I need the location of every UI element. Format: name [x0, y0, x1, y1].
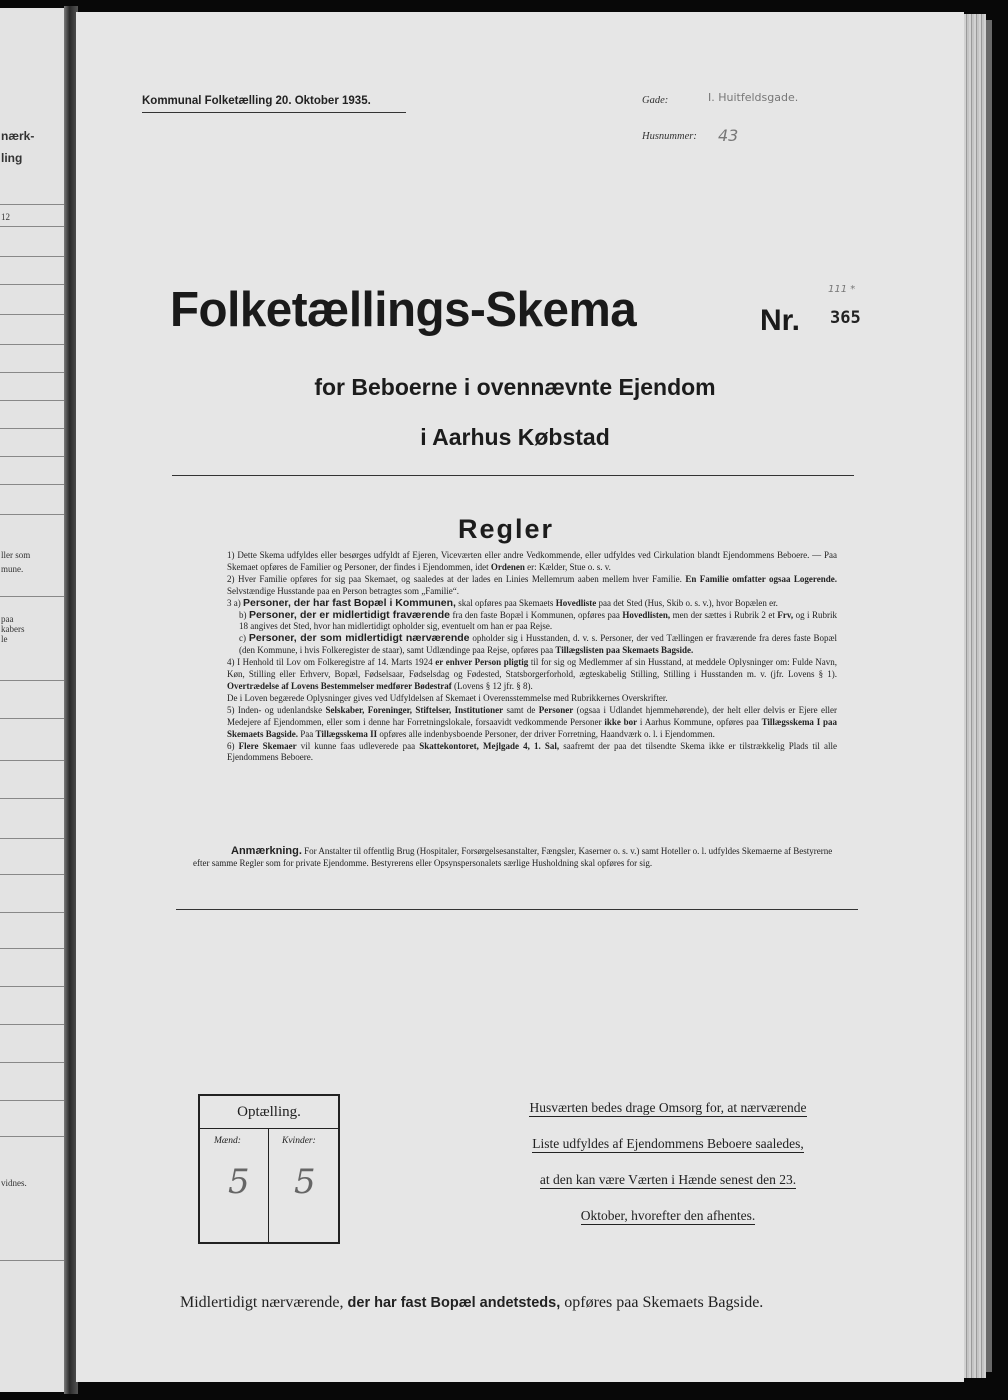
left-rule — [0, 596, 66, 597]
rule-text: men der sættes i Rubrik 2 et — [672, 609, 775, 620]
rule-text: skal opføres paa Skemaets — [458, 597, 554, 608]
header-underline — [142, 112, 406, 113]
gade-value: I. Huitfeldsgade. — [708, 91, 799, 104]
rule-number: b) — [239, 609, 247, 620]
rule-6 — [191, 741, 837, 765]
optaelling-title: Optælling. — [237, 1104, 301, 1120]
left-fragment-text: 12 — [1, 212, 10, 222]
rule-bold: Skattekontoret, Mejlgade 4, 1. Sal, — [419, 740, 560, 751]
kvinder-count: 5 — [294, 1162, 316, 1202]
rule-4 — [191, 657, 837, 693]
rule-3b — [191, 610, 837, 634]
nr-handwritten: 111 * — [828, 284, 856, 295]
rule-text: 1) Dette Skema udfyldes eller besørges udfyldt af Ejeren, Viceværten eller andre Vedkommende, eller udfyldes ved Cirkulation blandt Ejendommens Beboere. — Paa Skemaet opføres de Familier og Personer, der findes i Ejendommen, idet — [227, 550, 837, 572]
rule-text: i Aarhus Kommune, opføres paa — [639, 716, 759, 727]
census-header-line: Kommunal Folketælling 20. Oktober 1935. — [142, 95, 371, 107]
rule-text: 5) Inden- og udenlandske — [227, 704, 323, 715]
rule-2 — [191, 574, 837, 598]
rule-text: 2) Hver Familie opføres for sig paa Skemaet, og saaledes at der lades en Linies Mellemrum aaben mellem hver Familie. — [227, 573, 682, 584]
rule-number: c) — [239, 633, 246, 644]
left-fragment-text: le — [1, 634, 8, 644]
left-rule — [0, 1062, 66, 1063]
left-rule — [0, 428, 66, 429]
left-rule — [0, 226, 66, 227]
gade-label: Gade: — [642, 95, 669, 106]
husvaert-line2 — [498, 1136, 838, 1152]
rule-text: 4) I Henhold til Lov om Folkeregistre af 14. Marts 1924 — [227, 657, 433, 668]
left-fragment-text: ller som — [1, 550, 31, 560]
rule-text: Paa — [300, 728, 314, 739]
husvaert-text: Liste udfyldes af Ejendommens Beboere saaledes, — [532, 1136, 804, 1151]
rule-bold: Tillægsskema I paa Skemaets Bagside. — [227, 716, 838, 739]
form-title: Folketællings-Skema — [170, 283, 637, 337]
anmaerkning-note — [193, 846, 833, 869]
subtitle-line2: i Aarhus Købstad — [420, 424, 610, 450]
kvinder-label: Kvinder: — [282, 1136, 316, 1146]
left-rule — [0, 912, 66, 913]
subtitle-line1: for Beboerne i ovennævnte Ejendom — [314, 374, 716, 400]
page-stack-shadow — [986, 20, 992, 1372]
husnummer-value: 43 — [718, 126, 739, 145]
husvaert-line1 — [498, 1100, 838, 1116]
rule-bold: ikke bor — [604, 716, 638, 727]
left-fragment-text: mune. — [1, 564, 24, 574]
rule-text: er: Kælder, Stue o. s. v. — [527, 561, 611, 572]
rule-bold: Hovedliste — [555, 597, 597, 608]
rule-bold: Tillægsskema II — [315, 728, 378, 739]
left-fragment-text: paa — [1, 614, 14, 624]
rule-1 — [191, 550, 837, 574]
maend-count: 5 — [228, 1162, 250, 1202]
rule-bold: Hovedlisten, — [622, 609, 671, 620]
rule-bold: Tillægslisten paa Skemaets Bagside. — [555, 645, 694, 656]
rule-bold: Personer, der har fast Bopæl i Kommunen, — [243, 596, 456, 609]
box-column-divider — [268, 1129, 269, 1242]
left-fragment-text: vidnes. — [1, 1178, 27, 1188]
left-fragment-text: kabers — [1, 624, 25, 634]
rule-text: fra den faste Bopæl i Kommunen, opføres paa — [452, 609, 620, 620]
anmaerkning-label: Anmærkning. — [231, 845, 302, 857]
rule-text: De i Loven begærede Oplysninger gives ved Udfyldelsen af Skemaet i Overensstemmelse med Rubrikkernes Overskrifter. — [227, 692, 668, 703]
rule-text: opføres alle indenbysboende Personer, der driver Forretning, Haandværk o. l. i Ejendommen. — [379, 728, 715, 739]
rule-4b — [191, 693, 837, 705]
footer-text: Midlertidigt nærværende, — [180, 1294, 344, 1311]
left-rule — [0, 718, 66, 719]
rule-bold: Overtrædelse af Lovens Bestemmelser medfører Bødestraf — [227, 680, 452, 691]
left-rule — [0, 456, 66, 457]
husnummer-label: Husnummer: — [642, 131, 697, 142]
rule-text: Selvstændige Husstande paa en Person betragtes som „Familie“. — [227, 585, 459, 596]
rule-text: og i Rubrik 18 angives det Sted, hvor han midlertidigt opholder sig, eventuelt om han er paa Rejse. — [239, 609, 838, 632]
footer-note — [180, 1294, 860, 1312]
left-rule — [0, 838, 66, 839]
left-rule — [0, 1136, 66, 1137]
rules-block — [191, 550, 837, 764]
anmaerkning-text: For Anstalter til offentlig Brug (Hospitaler, Forsørgelsesanstalter, Fængsler, Kaserner o. s. v.) samt Hoteller o. l. udfyldes Skemaerne af Bestyrerne efter samme Regler som for private Ejendomme. Bestyrerens eller Opsynspersonalets særlige Husholdning skal opføres for sig. — [193, 846, 833, 868]
rule-text: saafremt der paa det tilsendte Skema ikke er tilstrækkelig Plads til alle Ejendommens Beboere. — [227, 740, 838, 763]
rule-text: samt de — [506, 704, 536, 715]
footer-text: opføres paa Skemaets Bagside. — [564, 1294, 764, 1311]
left-fragment-text: ling — [1, 151, 23, 165]
rule-bold: Personer, der er midlertidigt fraværende — [248, 608, 450, 621]
rule-text: opholder sig i Husstanden, d. v. s. Personer, der ved Tællingen er fraværende fra deres faste Bopæl (den Kommune, i hvis Folkeregister de staar), samt Udlændinge paa Rejse, opføres paa — [239, 633, 838, 656]
husvaert-line4 — [498, 1208, 838, 1224]
husvaert-text: at den kan være Værten i Hænde senest den 23. — [539, 1172, 797, 1187]
left-rule — [0, 948, 66, 949]
rule-number: 6) — [227, 740, 235, 751]
note-divider — [176, 909, 858, 910]
husvaert-line3 — [498, 1172, 838, 1188]
regler-heading: Regler — [458, 514, 555, 544]
title-divider — [172, 475, 854, 476]
rule-bold: Ordenen — [490, 561, 525, 572]
page-stack-edge — [964, 14, 986, 1378]
left-fragment-text: nærk- — [1, 129, 35, 143]
rule-bold: Selskaber, Foreninger, Stiftelser, Institutioner — [325, 704, 504, 715]
rule-bold: Frv, — [777, 609, 794, 620]
left-rule — [0, 344, 66, 345]
rule-5 — [191, 705, 837, 741]
left-rule — [0, 874, 66, 875]
left-rule — [0, 798, 66, 799]
left-rule — [0, 1024, 66, 1025]
left-rule — [0, 204, 66, 205]
rule-bold: Personer, der som midlertidigt nærværende — [248, 632, 470, 645]
left-rule — [0, 484, 66, 485]
maend-label: Mænd: — [214, 1136, 241, 1146]
optaelling-box — [198, 1094, 340, 1244]
rule-text: (ogsaa i Udlandet hjemmehørende), der helt eller delvis er Ejere eller Medejere af Ejendommen, eller som i denne har Forretningslokale, forsaavidt vedkommende Personer — [227, 704, 838, 727]
rule-bold: Personer — [538, 704, 574, 715]
husvaert-text: Oktober, hvorefter den afhentes. — [580, 1208, 756, 1223]
rule-number: 3 a) — [227, 597, 241, 608]
left-rule — [0, 986, 66, 987]
rule-text: paa det Sted (Hus, Skib o. s. v.), hvor Bopælen er. — [598, 597, 778, 608]
left-rule — [0, 284, 66, 285]
husvaert-text: Husværten bedes drage Omsorg for, at nærværende — [529, 1100, 807, 1115]
rule-text: vil kunne faas udleverede paa — [300, 740, 416, 751]
left-rule — [0, 314, 66, 315]
footer-bold: der har fast Bopæl andetsteds, — [347, 1295, 561, 1311]
left-rule — [0, 400, 66, 401]
rule-text: (Lovens § 12 jfr. § 8). — [453, 680, 533, 691]
nr-stamp: 365 — [830, 308, 861, 328]
rule-bold: er enhver Person pligtig — [435, 657, 529, 668]
left-rule — [0, 514, 66, 515]
left-rule — [0, 680, 66, 681]
nr-label: Nr. — [760, 304, 801, 337]
rule-bold: En Familie omfatter ogsaa Logerende. — [685, 573, 837, 584]
rule-bold: Flere Skemaer — [238, 740, 297, 751]
box-divider — [200, 1128, 338, 1129]
left-rule — [0, 1260, 66, 1261]
left-rule — [0, 372, 66, 373]
left-rule — [0, 1100, 66, 1101]
left-page-fragment — [0, 8, 66, 1392]
left-rule — [0, 256, 66, 257]
left-rule — [0, 760, 66, 761]
rule-3c — [191, 633, 837, 657]
rule-text: til for sig og Medlemmer af sin Husstand, at meddele Oplysninger om: Fulde Navn, Køn, Stilling eller Erhverv, Bopæl, Fødselsaar, Fødselsdag og Fødested, Statsborgerforhold, ægteskabelig Stilling, Stilling i Husstanden m. v. (jfr. Lovens § 1). — [227, 657, 838, 680]
